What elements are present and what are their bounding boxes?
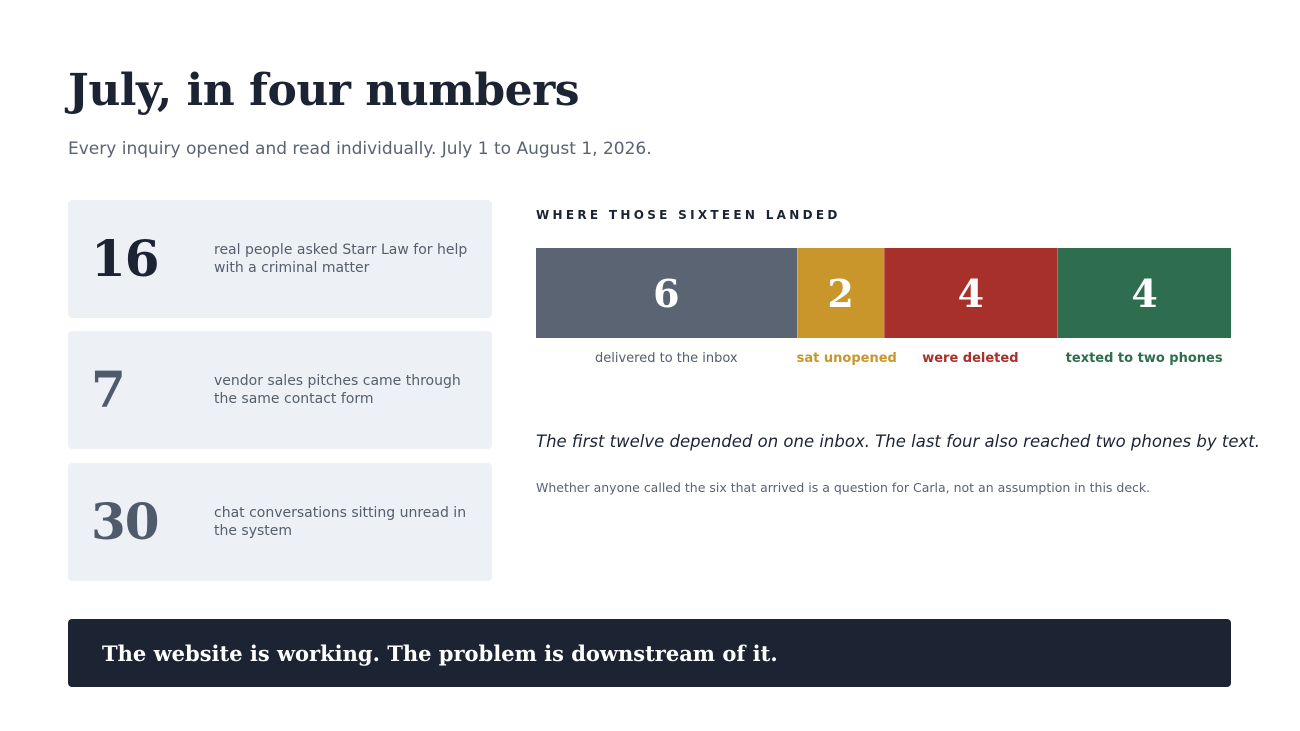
breakdown-heading: WHERE THOSE SIXTEEN LANDED: [536, 208, 841, 222]
bar-segment-value: 2: [827, 270, 854, 316]
bar-segment-value: 4: [957, 270, 985, 316]
bar-segment-label-inbox: delivered to the inbox: [595, 351, 738, 366]
stat-description: [214, 331, 480, 449]
stat-description: [214, 200, 480, 318]
note-main: The first twelve depended on one inbox. The last four also reached two phones by text.: [536, 432, 1260, 451]
stat-description-text: chat conversations sitting unread in the system: [214, 505, 467, 539]
page-title: July, in four numbers: [68, 65, 580, 116]
breakdown-labels: [536, 349, 1231, 369]
stat-description-text: vendor sales pitches came through the same contact form: [214, 373, 461, 407]
bar-segment-unopened: [797, 248, 884, 338]
bar-segment-label-unopened: sat unopened: [796, 351, 897, 366]
note-small: Whether anyone called the six that arrived is a question for Carla, not an assumption in this deck.: [536, 480, 1151, 495]
bar-segment-value: 4: [1131, 270, 1158, 316]
stat-card-vendor-pitches: [68, 331, 492, 449]
conclusion-banner: [68, 619, 1231, 687]
page-subtitle: Every inquiry opened and read individually. July 1 to August 1, 2026.: [68, 139, 652, 159]
bar-segment-label-texted: texted to two phones: [1065, 351, 1223, 366]
stat-description: [214, 463, 480, 581]
breakdown-bar: [536, 248, 1231, 338]
bar-segment-inbox: [536, 248, 797, 338]
conclusion-text: The website is working. The problem is downstream of it.: [102, 640, 778, 666]
stat-value: 30: [91, 492, 159, 551]
stat-value: 7: [91, 360, 125, 419]
bar-segment-value: 6: [653, 270, 680, 316]
bar-segment-label-deleted: were deleted: [922, 351, 1019, 366]
stat-description-text: real people asked Starr Law for help with a criminal matter: [214, 242, 468, 276]
bar-segment-texted: [1057, 248, 1231, 338]
stat-card-chat-conversations: [68, 463, 492, 581]
bar-segment-deleted: [884, 248, 1058, 338]
stat-value: 16: [91, 229, 159, 288]
stat-card-inquiries: [68, 200, 492, 318]
